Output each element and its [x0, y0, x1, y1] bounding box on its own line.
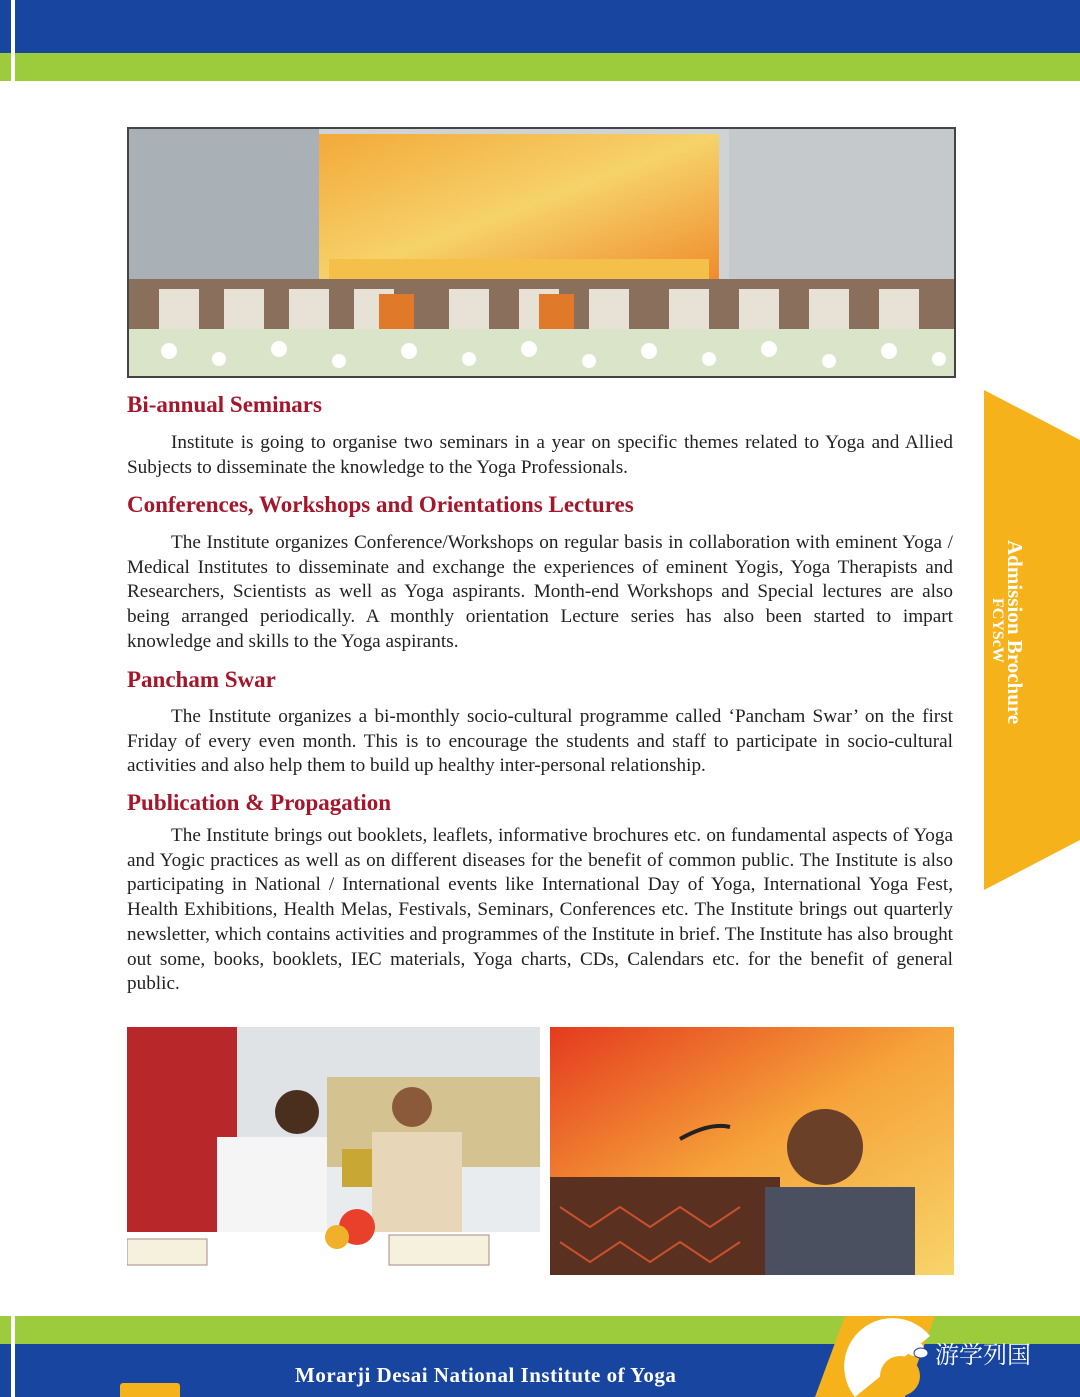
watermark-text: 游学列国: [935, 1341, 1031, 1369]
section-seminars: [127, 392, 953, 480]
section-heading: Conferences, Workshops and Orientations Lectures: [127, 492, 634, 517]
footer-stripe: [11, 1316, 15, 1397]
page-number-tab: [120, 1383, 180, 1397]
section-heading: Pancham Swar: [127, 667, 276, 692]
section-heading: Publication & Propagation: [127, 790, 392, 815]
section-heading: Bi-annual Seminars: [127, 392, 322, 417]
section-body: Institute is going to organise two seminars in a year on specific themes related to Yoga and Allied Subjects to disseminate the knowledge to the Yoga Professionals.: [127, 432, 953, 478]
chat-bubble-icon: [905, 1340, 929, 1360]
section-publication: [127, 790, 953, 997]
section-body: The Institute organizes a bi-monthly socio-cultural programme called ‘Pancham Swar’ on the first Friday of every even month. This is to encourage the students and staff to participate in socio-cultural activities and also help them to build up healthy inter-personal relationship.: [127, 706, 953, 777]
header-band-blue: [0, 0, 1080, 53]
side-tab-subtitle: FCYScW: [989, 598, 1006, 663]
side-tab-text: [990, 540, 1050, 740]
speaker-photo: [550, 1027, 954, 1275]
section-pancham-swar: [127, 667, 953, 779]
section-conferences: [127, 492, 953, 655]
section-body: The Institute brings out booklets, leaflets, informative brochures etc. on fundamental aspects of Yoga and Yogic practices as well as on different diseases for the benefit of common public. The Institute is also participating in National / International events like International Day of Yoga, International Yoga Fest, Health Exhibitions, Health Melas, Festivals, Seminars, Conferences etc. The Institute brings out quarterly newsletter, which contains activities and programmes of the Institute in brief. The Institute has also brought out some, books, booklets, IEC materials, Yoga charts, CDs, Calendars etc. for the benefit of general public.: [127, 825, 953, 995]
felicitation-photo: [127, 1027, 540, 1275]
inauguration-photo: [127, 127, 956, 378]
header-band-green: [0, 53, 1080, 81]
header-stripe: [11, 0, 15, 81]
section-body: The Institute organizes Conference/Workshops on regular basis in collaboration with eminent Yoga / Medical Institutes to disseminate and exchange the experiences of eminent Yogis, Yoga Therapists and Researchers, Scientists as well as Yoga aspirants. Month-end Workshops and Special lectures are also being arranged periodically. A monthly orientation Lecture series has also been started to impart knowledge and skills to the Yoga aspirants.: [127, 532, 953, 652]
institute-name: Morarji Desai National Institute of Yoga: [295, 1363, 677, 1387]
side-tab-title: Admission Brochure: [1003, 540, 1027, 725]
